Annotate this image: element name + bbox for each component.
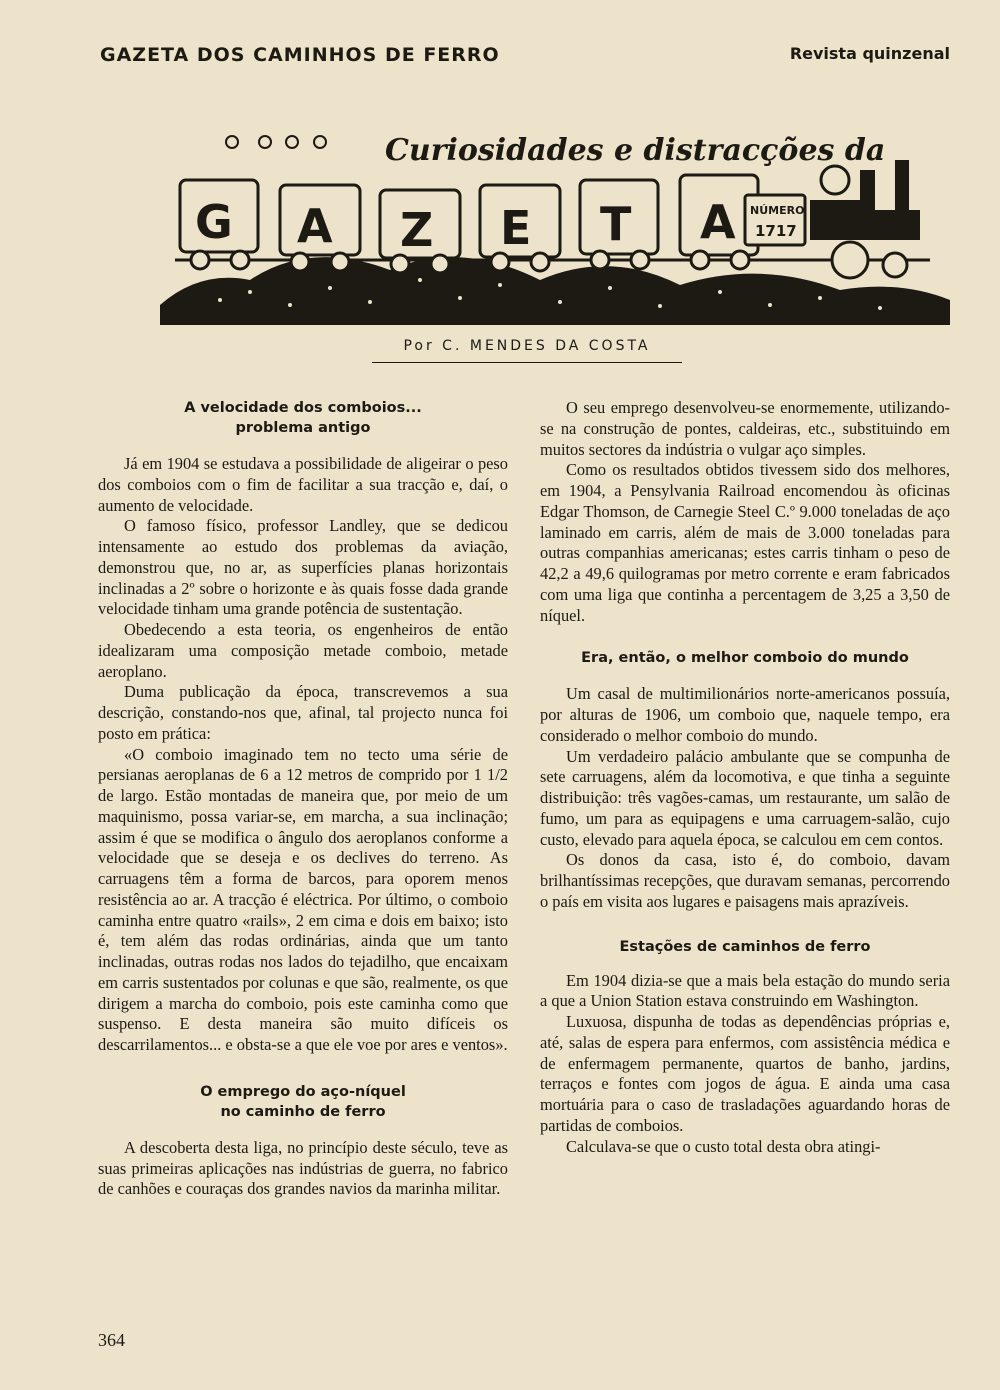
heading-line: A velocidade dos comboios... <box>184 400 422 416</box>
banner-number-label: NÚMERO <box>750 204 805 217</box>
banner-letter-z: Z <box>400 203 434 257</box>
right-column <box>540 398 950 1157</box>
section-banner-illustration <box>160 120 950 325</box>
banner-letter-g: G <box>195 195 233 249</box>
paragraph: «O comboio imaginado tem no tecto uma série de persianas aeroplanas de 6 a 12 metros de comprido por 1 1/2 de largo. Estão montadas de maneira que, por meio de um maquinismo, possa variar-se, em marcha, a sua inclinação; assim é que se modifica o ângulo dos aeroplanos conforme a velocidade que se deseja e os declives do terreno. As carruagens têm a forma de barcos, para oporem menos resistência ao ar. A tracção é eléctrica. Por último, o comboio caminha entre quatro «rails», 2 em cima e dois em baixo; isto é, tem além das rodas ordinárias, ainda que um tanto inclinadas, outras rodas nos lados do tejadilho, que encaixam em carris sustentados por colunas e que são, realmente, os que dirigem a marcha do comboio, pois este caminha como que suspenso. E desta maneira são muito difíceis os descarrilamentos... e obsta-se a que ele voe por ares e ventos». <box>98 744 508 1054</box>
section-heading-stations: Estações de caminhos de ferro <box>619 938 871 955</box>
journal-title: GAZETA DOS CAMINHOS DE FERRO <box>100 44 500 66</box>
banner-letter-a1: A <box>297 199 333 253</box>
banner-letter-e: E <box>500 201 532 255</box>
banner-number-value: 1717 <box>755 222 797 240</box>
byline: Por C. MENDES DA COSTA <box>372 338 682 363</box>
paragraph: Em 1904 dizia-se que a mais bela estação do mundo seria a que a Union Station estava construindo em Washington. <box>540 970 950 1011</box>
section-heading-nickel-steel <box>98 1082 508 1122</box>
paragraph: Um casal de multimilionários norte-americanos possuía, por alturas de 1906, um comboio que, naquele tempo, era considerado o melhor comboio do mundo. <box>540 684 950 745</box>
running-head <box>100 44 950 74</box>
banner-letter-a2: A <box>700 195 736 249</box>
paragraph: O seu emprego desenvolveu-se enormemente, utilizando-se na construção de pontes, caldeiras, etc., substituindo em muitos sectores da indústria o vulgar aço simples. <box>540 398 950 459</box>
paragraph: Duma publicação da época, transcrevemos a sua descrição, constando-nos que, afinal, tal projecto nunca foi posto em prática: <box>98 682 508 743</box>
heading-line: no caminho de ferro <box>220 1103 386 1120</box>
paragraph: Os donos da casa, isto é, do comboio, davam brilhantíssimas recepções, que duravam semanas, percorrendo o país em visita aos lugares e paisagens mais aprazíveis. <box>540 850 950 911</box>
issue-type: Revista quinzenal <box>789 44 950 63</box>
paragraph: Já em 1904 se estudava a possibilidade de aligeirar o peso dos comboios com o fim de facilitar a sua tracção e, daí, o aumento de velocidade. <box>98 454 508 515</box>
heading-line: O emprego do aço-níquel <box>200 1083 406 1100</box>
paragraph: Luxuosa, dispunha de todas as dependências próprias e, até, salas de espera para enfermos, com assistência médica e de enfermagem permanente, quartos de banho, jardins, terraços e fontes com jogos de água. E ainda uma casa mortuária para o caso de trasladações aguardando horas de partidas de comboios. <box>540 1012 950 1135</box>
paragraph: Como os resultados obtidos tivessem sido dos melhores, em 1904, a Pensylvania Railroad encomendou às oficinas Edgar Thomson, de Carnegie Steel C.º 9.000 toneladas de aço laminado em carris, além de mais de 3.000 toneladas para outras companhias americanas; estes carris tinham o peso de 42,2 a 49,6 quilogramas por metro corrente e eram fabricados com uma liga que continha a percentagem de 3,25 a 3,50 de níquel. <box>540 460 950 625</box>
banner-letter-t: T <box>600 197 632 251</box>
paragraph: Um verdadeiro palácio ambulante que se compunha de sete carruagens, além da locomotiva, e que tinha a seguinte distribuição: três vagões-camas, um restaurante, um salão de fumo, um para as equipagens e uma carruagem-salão, cujo custo, elevado para aquela época, se calculou em cem contos. <box>540 746 950 849</box>
section-heading-best-train: Era, então, o melhor comboio do mundo <box>581 650 909 667</box>
paragraph: A descoberta desta liga, no princípio deste século, teve as suas primeiras aplicações nas indústrias de guerra, no fabrico de canhões e couraças dos grandes navios da marinha militar. <box>98 1137 508 1199</box>
paragraph: O famoso físico, professor Landley, que se dedicou intensamente ao estudo dos problemas da aviação, demonstrou que, no ar, as superfícies planas horizontais inclinadas a 2º sobre o horizonte e às quais fosse dada grande velocidade tinham uma grande potência de sustentação. <box>98 516 508 619</box>
page-number: 364 <box>98 1330 125 1350</box>
paragraph: Calculava-se que o custo total desta obra atingi- <box>566 1136 881 1156</box>
left-column <box>98 398 508 1200</box>
heading-line: problema antigo <box>235 420 371 436</box>
section-heading-speed <box>98 398 508 438</box>
paragraph: Obedecendo a esta teoria, os engenheiros de então idealizaram uma composição metade comboio, metade aeroplano. <box>98 620 508 681</box>
banner-section-title: Curiosidades e distracções da <box>385 133 886 168</box>
